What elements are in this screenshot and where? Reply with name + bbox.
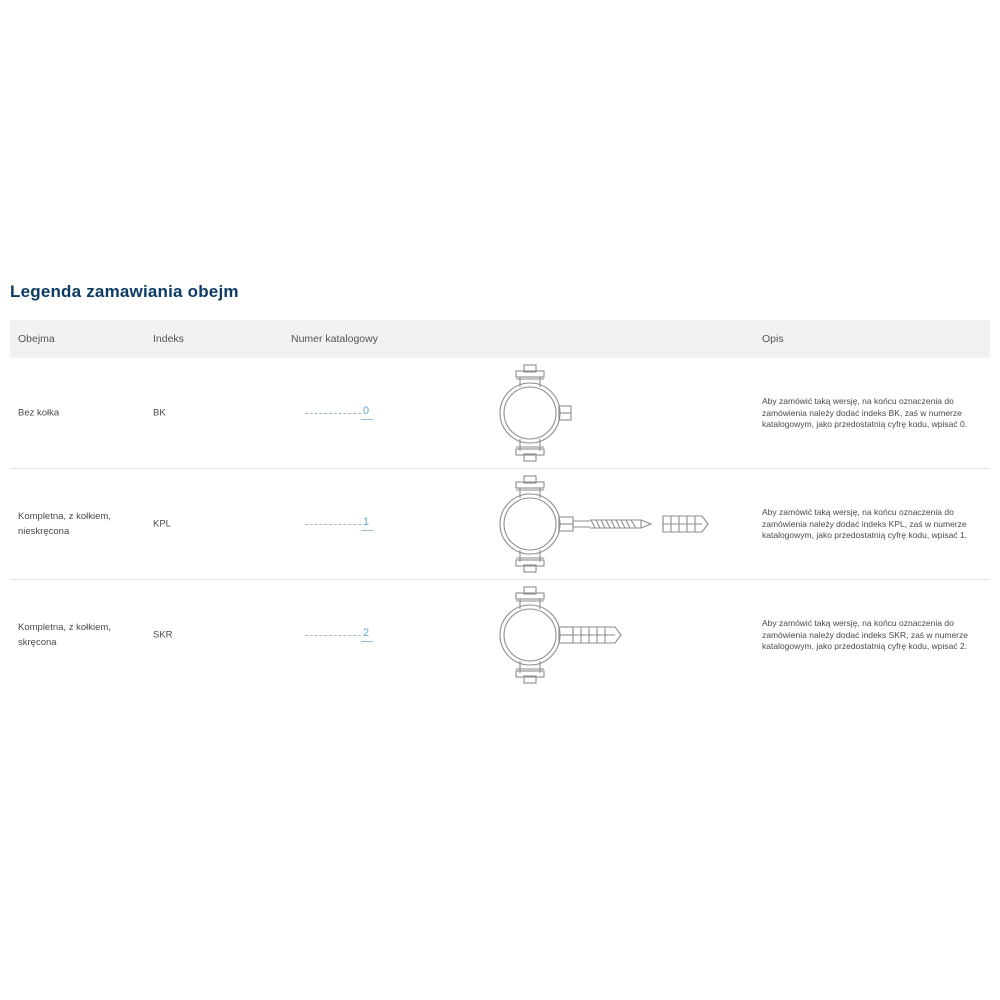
code-dashes <box>305 635 361 636</box>
clamp-name: Kompletna, z kołkiem, nieskręcona <box>18 511 111 537</box>
catalog-code <box>291 516 421 532</box>
clamp-with-assembled-anchor-figure <box>440 583 740 687</box>
clamp-index: KPL <box>153 518 171 530</box>
column-header-description: Opis <box>762 333 784 345</box>
legend-table <box>10 320 990 690</box>
code-digit: 2 <box>363 627 370 639</box>
column-header-catalog-number: Numer katalogowy <box>291 333 378 345</box>
code-dashes <box>305 524 361 525</box>
column-header-index: Indeks <box>153 333 184 345</box>
code-digit-underline <box>361 641 373 642</box>
code-digit: 0 <box>363 405 370 417</box>
table-row <box>10 580 990 690</box>
clamp-index: SKR <box>153 629 173 641</box>
row-description: Aby zamówić taką wersję, na końcu oznaczenia do zamówienia należy dodać indeks SKR, zaś w numerze katalogowym, jako przedostatnią cyfrę kodu, wpisać 2. <box>762 617 968 651</box>
code-digit-underline <box>361 530 373 531</box>
code-dashes <box>305 413 361 414</box>
row-description: Aby zamówić taką wersję, na końcu oznaczenia do zamówienia należy dodać indeks BK, zaś w numerze katalogowym, jako przedostatnią cyfrę kodu, wpisać 0. <box>762 395 968 429</box>
catalog-code <box>291 627 421 643</box>
clamp-name: Bez kołka <box>18 407 60 419</box>
clamp-name: Kompletna, z kołkiem, skręcona <box>18 622 111 648</box>
clamp-only-figure <box>440 361 740 465</box>
catalog-code <box>291 405 421 421</box>
table-row <box>10 358 990 469</box>
code-digit-underline <box>361 419 373 420</box>
code-digit: 1 <box>363 516 370 528</box>
page-title: Legenda zamawiania obejm <box>10 282 239 301</box>
column-header-clamp: Obejma <box>18 333 55 345</box>
table-row <box>10 469 990 580</box>
clamp-with-loose-anchor-figure <box>440 472 740 576</box>
row-description: Aby zamówić taką wersję, na końcu oznaczenia do zamówienia należy dodać indeks KPL, zaś w numerze katalogowym, jako przedostatnią cyfrę kodu, wpisać 1. <box>762 506 968 540</box>
clamp-index: BK <box>153 407 166 419</box>
table-header-row <box>10 320 990 358</box>
